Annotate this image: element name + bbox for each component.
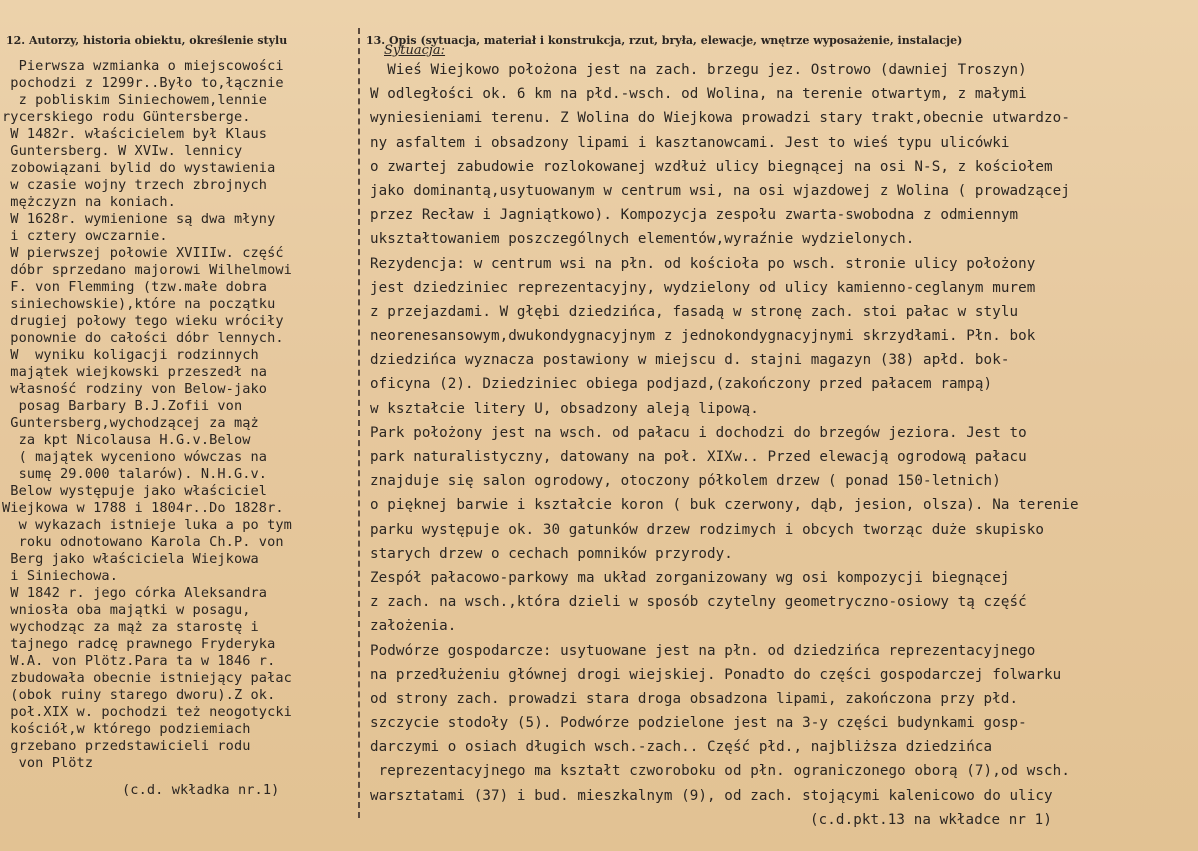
history-line: grzebano przedstawicieli rodu xyxy=(2,738,251,754)
history-line: własność rodziny von Below-jako xyxy=(2,381,268,397)
description-line: wyniesieniami terenu. Z Wolina do Wiejkowa prowadzi stary trakt,obecnie utwardzo- xyxy=(370,110,1070,127)
history-line: Berg jako właściciela Wiejkowa xyxy=(2,551,259,567)
history-line: W 1842 r. jego córka Aleksandra xyxy=(2,585,268,601)
history-line: Below występuje jako właściciel xyxy=(2,483,268,499)
description-line: Park położony jest na wsch. od pałacu i dochodzi do brzegów jeziora. Jest to xyxy=(370,424,1027,441)
description-line: szczycie stodoły (5). Podwórze podzielone jest na 3-y części budynkami gosp- xyxy=(370,715,1027,732)
history-line: zbudowała obecnie istniejący pałac xyxy=(2,670,292,686)
description-line: ukształtowaniem poszczególnych elementów,wyraźnie wydzielonych. xyxy=(370,231,915,248)
description-text-column xyxy=(370,44,1192,832)
description-line: o pięknej barwie i kształcie koron ( buk czerwony, dąb, jesion, olsza). Na terenie xyxy=(370,497,1079,514)
history-line: pochodzi z 1299r..Było to,łącznie xyxy=(2,75,284,91)
history-line: za kpt Nicolausa H.G.v.Below xyxy=(2,432,251,448)
history-line: drugiej połowy tego wieku wróciły xyxy=(2,313,284,329)
description-line: od strony zach. prowadzi stara droga obsadzona lipami, zakończona przy płd. xyxy=(370,690,1019,707)
history-line: F. von Flemming (tzw.małe dobra xyxy=(2,279,268,295)
description-line: park naturalistyczny, datowany na poł. XIXw.. Przed elewacją ogrodową pałacu xyxy=(370,449,1027,465)
history-line: i Siniechowa. xyxy=(2,568,118,584)
description-line: neorenesansowym,dwukondygnacyjnym z jednokondygnacyjnymi skrzydłami. Płn. bok xyxy=(370,328,1036,345)
description-line: założenia. xyxy=(370,618,457,635)
history-line: z pobliskim Siniechowem,lennie xyxy=(2,92,268,108)
history-line: ( majątek wyceniono wówczas na xyxy=(2,449,268,465)
column-divider xyxy=(358,28,361,818)
description-line: W odległości ok. 6 km na płd.-wsch. od Wolina, na terenie otwartym, z małymi xyxy=(370,86,1027,103)
description-line: Wieś Wiejkowo położona jest na zach. brzegu jez. Ostrowo (dawniej Troszyn) xyxy=(370,62,1027,78)
description-line: Podwórze gospodarcze: usytuowane jest na płn. od dziedzińca reprezentacyjnego xyxy=(370,642,1036,659)
history-line: rycerskiego rodu Güntersberge. xyxy=(2,109,251,125)
history-line: Guntersberg,wychodzącej za mąż xyxy=(2,415,259,431)
history-line: Wiejkowa w 1788 i 1804r..Do 1828r. xyxy=(2,500,284,516)
history-line: mężczyzn na koniach. xyxy=(2,194,176,210)
history-line: roku odnotowano Karola Ch.P. von xyxy=(2,534,284,550)
history-line: posag Barbary B.J.Zofii von xyxy=(2,398,243,414)
history-line: Pierwsza wzmianka o miejscowości xyxy=(2,58,284,74)
situation-heading: Sytuacja: xyxy=(384,43,446,58)
history-line: von Plötz xyxy=(2,755,94,771)
description-line: Rezydencja: w centrum wsi na płn. od kościoła po wsch. stronie ulicy położony xyxy=(370,255,1036,272)
description-line: przez Recław i Jagniątkowo). Kompozycja zespołu zwarta-swobodna z odmiennym xyxy=(370,207,1019,224)
history-line: w wykazach istnieje luka a po tym xyxy=(2,517,292,533)
history-line: siniechowskie),które na początku xyxy=(2,296,276,312)
description-line: z przejazdami. W głębi dziedzińca, fasadą w stronę zach. stoi pałac w stylu xyxy=(370,303,1019,320)
history-line: wychodząc za mąż za starostę i xyxy=(2,619,259,635)
description-line: znajduje się salon ogrodowy, otoczony półkolem drzew ( ponad 150-letnich) xyxy=(370,473,1001,490)
history-line: tajnego radcę prawnego Fryderyka xyxy=(2,636,276,652)
history-line: majątek wiejkowski przeszedł na xyxy=(2,364,268,380)
history-text-column xyxy=(2,58,354,798)
description-line: z zach. na wsch.,która dzieli w sposób czytelny geometryczno-osiowy tą część xyxy=(370,594,1027,611)
description-line: jako dominantą,usytuowanym w centrum wsi, na osi wjazdowej z Wolina ( prowadzącej xyxy=(370,182,1070,199)
description-line: warsztatami (37) i bud. mieszkalnym (9), od zach. stojącymi kalenicowo do ulicy xyxy=(370,787,1053,804)
description-line: na przedłużeniu głównej drogi wiejskiej. Ponadto do części gospodarczej folwarku xyxy=(370,666,1062,683)
description-line: starych drzew o cechach pomników przyrody. xyxy=(370,545,733,562)
section-13-header: 13. Opis (sytuacja, materiał i konstrukcja, rzut, bryła, elewacje, wnętrze wyposażenie, instalacje) xyxy=(366,34,963,47)
history-line: ponownie do całości dóbr lennych. xyxy=(2,330,284,346)
description-line: jest dziedziniec reprezentacyjny, wydzielony od ulicy kamienno-ceglanym murem xyxy=(370,279,1036,296)
history-line: W 1628r. wymienione są dwa młyny xyxy=(2,211,276,227)
history-line: W.A. von Plötz.Para ta w 1846 r. xyxy=(2,653,276,669)
description-line: o zwartej zabudowie rozlokowanej wzdłuż ulicy biegnącej na osi N-S, z kościołem xyxy=(370,158,1053,175)
history-line: sumę 29.000 talarów). N.H.G.v. xyxy=(2,466,268,482)
description-line: reprezentacyjnego ma kształt czworoboku od płn. ograniczonego oborą (7),od wsch. xyxy=(370,763,1070,780)
history-line: poł.XIX w. pochodzi też neogotycki xyxy=(2,704,292,720)
history-line: dóbr sprzedano majorowi Wilhelmowi xyxy=(2,262,292,278)
history-line: kościół,w którego podziemiach xyxy=(2,721,251,737)
description-line: dziedzińca wyznacza postawiony w miejscu d. stajni magazyn (38) apłd. bok- xyxy=(370,352,1010,369)
history-line: W pierwszej połowie XVIIIw. część xyxy=(2,245,284,261)
history-line: W wyniku koligacji rodzinnych xyxy=(2,347,259,363)
history-line: W 1482r. właścicielem był Klaus xyxy=(2,126,268,142)
history-line: (obok ruiny starego dworu).Z ok. xyxy=(2,687,276,703)
history-line: wniosła oba majątki w posagu, xyxy=(2,602,251,618)
description-line: w kształcie litery U, obsadzony aleją lipową. xyxy=(370,400,759,417)
history-line: i cztery owczarnie. xyxy=(2,228,168,244)
section-12-header: 12. Autorzy, historia obiektu, określenie stylu xyxy=(6,34,288,47)
description-continuation-note: (c.d.pkt.13 na wkładce nr 1) xyxy=(810,811,1052,828)
description-line: ny asfaltem i obsadzony lipami i kasztanowcami. Jest to wieś typu ulicówki xyxy=(370,134,1010,151)
history-continuation-note: (c.d. wkładka nr.1) xyxy=(122,782,280,798)
description-line: oficyna (2). Dziedziniec obiega podjazd,(zakończony przed pałacem rampą) xyxy=(370,376,993,393)
history-line: w czasie wojny trzech zbrojnych xyxy=(2,177,268,193)
description-line: darczymi o osiach długich wsch.-zach.. Część płd., najbliższa dziedzińca xyxy=(370,739,993,756)
history-line: Guntersberg. W XVIw. lennicy xyxy=(2,143,243,159)
description-line: Zespół pałacowo-parkowy ma układ zorganizowany wg osi kompozycji biegnącej xyxy=(370,569,1010,586)
history-line: zobowiązani bylid do wystawienia xyxy=(2,160,276,176)
description-line: parku występuje ok. 30 gatunków drzew rodzimych i obcych tworząc duże skupisko xyxy=(370,521,1045,538)
